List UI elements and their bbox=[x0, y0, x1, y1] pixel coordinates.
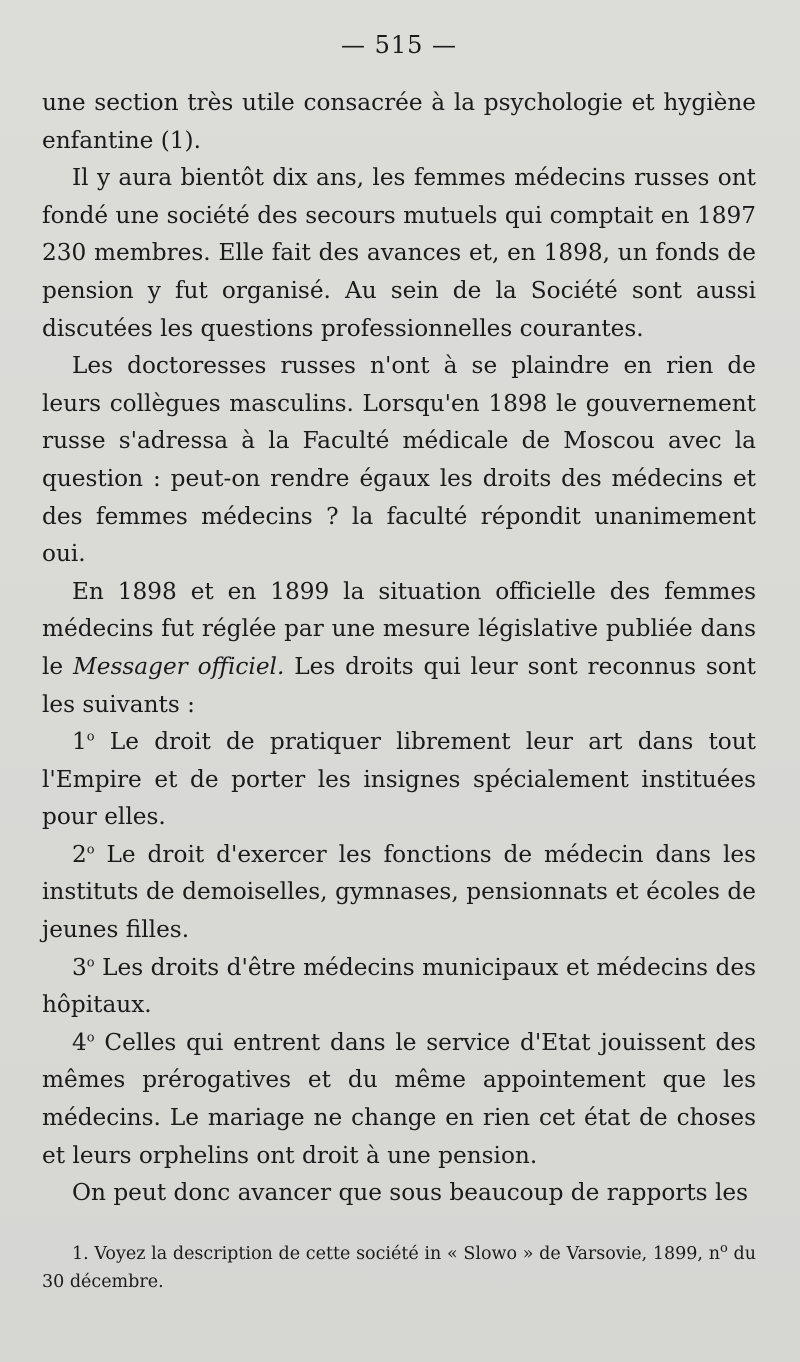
paragraph-conclusion-start: On peut donc avancer que sous beaucoup de rapports les bbox=[72, 1179, 748, 1207]
paragraph-official-situation-tail: Les droits qui leur sont reconnus sont les suivants : bbox=[42, 652, 756, 718]
footnote-text: 1. Voyez la description de cette société in « Slowo » de Varsovie, 1899, n bbox=[72, 1243, 720, 1264]
right-item-4 bbox=[42, 1024, 756, 1174]
footnote bbox=[42, 1240, 756, 1296]
paragraph-official-situation bbox=[42, 573, 756, 723]
right-item-4-text: Celles qui entrent dans le service d'Etat jouissent des mêmes prérogatives et du même appointement que les médecins. Le mariage ne change en rien cet état de choses et leurs orphelins ont droit à une pension. bbox=[42, 1028, 756, 1169]
paragraph-official-situation-text: En 1898 et en 1899 la situation officielle des femmes médecins fut réglée par une mesure législative publiée dans le bbox=[42, 577, 756, 680]
right-item-1-number: 1 bbox=[72, 728, 87, 756]
ordinal-suffix: o bbox=[86, 954, 95, 970]
paragraph-doctoresses-colleagues: Les doctoresses russes n'ont à se plaindre en rien de leurs collègues masculins. Lorsqu'en 1898 le gouvernement russe s'adressa à la Faculté médicale de Moscou avec la question : peut-on rendre égaux les droits des médecins et des femmes médecins ? la faculté répondit unanimement oui. bbox=[42, 352, 756, 568]
messager-officiel-title: Messager officiel. bbox=[73, 652, 285, 680]
paragraph-mutual-aid-society: Il y aura bientôt dix ans, les femmes médecins russes ont fondé une société des secours mutuels qui comptait en 1897 230 membres. Elle fait des avances et, en 1898, un fonds de pension y fut organisé. Au sein de la Société sont aussi discutées les questions professionnelles courantes. bbox=[42, 164, 756, 342]
right-item-2-number: 2 bbox=[72, 840, 87, 868]
footnote-number-suffix: o bbox=[719, 1240, 728, 1256]
right-item-1-text: Le droit de pratiquer librement leur art dans tout l'Empire et de porter les insignes spécialement instituées pour elles. bbox=[42, 728, 756, 831]
ordinal-suffix: o bbox=[86, 729, 95, 745]
right-item-4-number: 4 bbox=[72, 1028, 87, 1056]
page-number: — 515 — bbox=[340, 31, 458, 59]
right-item-3-number: 3 bbox=[72, 953, 87, 981]
right-item-3 bbox=[42, 949, 756, 1024]
right-item-2-text: Le droit d'exercer les fonctions de médecin dans les instituts de demoiselles, gymnases, pensionnats et écoles de jeunes filles. bbox=[42, 840, 756, 944]
right-item-3-text: Les droits d'être médecins municipaux et médecins des hôpitaux. bbox=[42, 953, 756, 1019]
right-item-2 bbox=[42, 836, 756, 949]
ordinal-suffix: o bbox=[86, 842, 95, 858]
paragraph-continuation: une section très utile consacrée à la psychologie et hygiène enfantine (1). bbox=[42, 89, 756, 154]
right-item-1 bbox=[42, 723, 756, 836]
ordinal-suffix: o bbox=[86, 1030, 95, 1046]
footnote-tail: du 30 décembre. bbox=[42, 1243, 756, 1292]
